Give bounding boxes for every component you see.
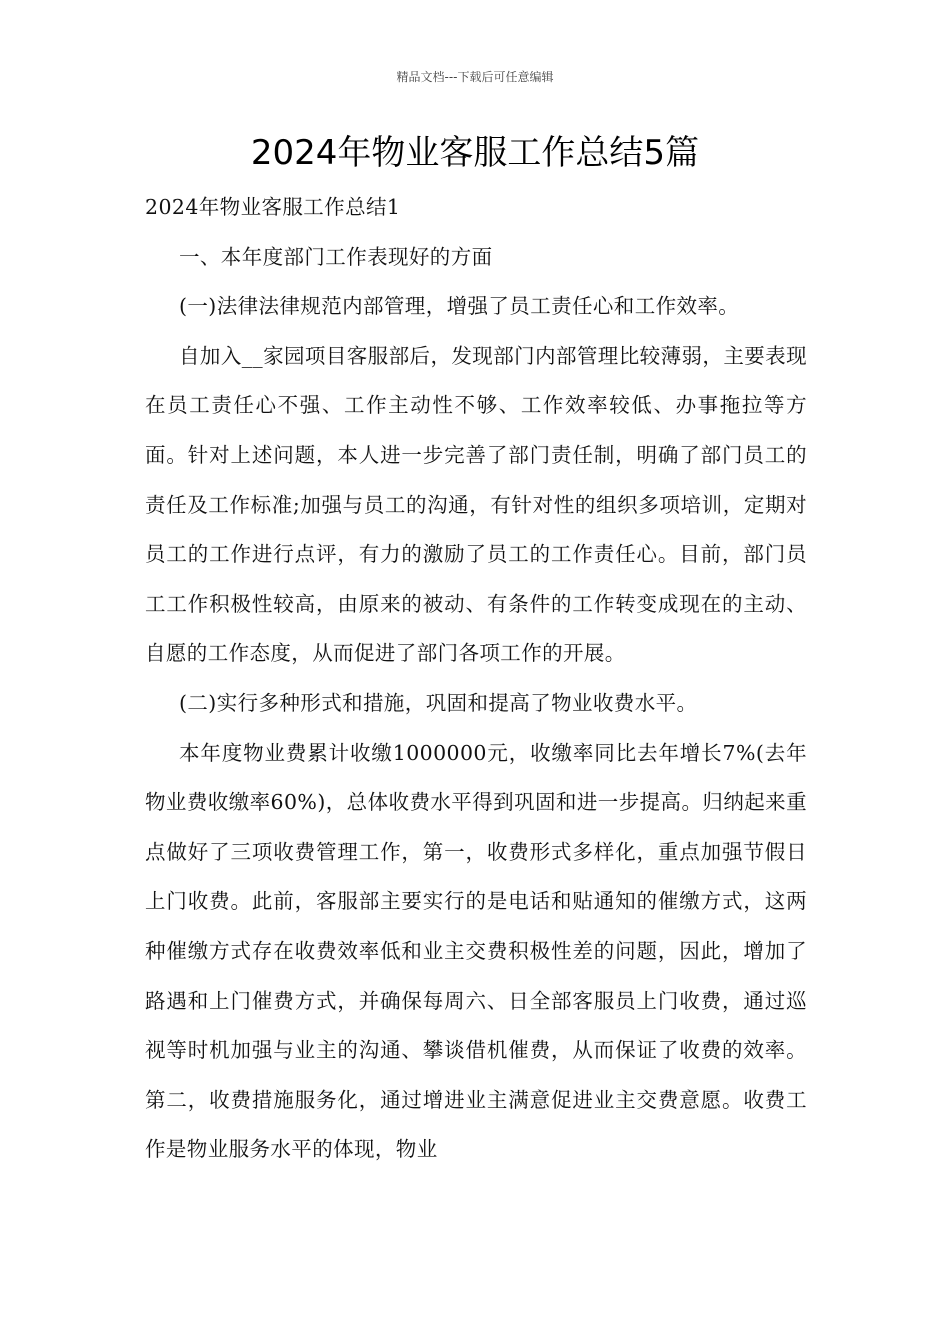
document-subtitle: 2024年物业客服工作总结1 <box>145 195 401 219</box>
document-title: 2024年物业客服工作总结5篇 <box>250 133 700 173</box>
section-heading: 一、本年度部门工作表现好的方面 <box>179 244 493 269</box>
paragraph-2: 本年度物业费累计收缴1000000元，收缴率同比去年增长7%(去年物业费收缴率60%)，总体收费水平得到巩固和进一步提高。归纳起来重点做好了三项收费管理工作，第一，收费形式多样化，重点加强节假日上门收费。此前，客服部主要实行的是电话和贴通知的催缴方式，这两种催缴方式存在收费效率低和业主交费积极性差的问题，因此，增加了路遇和上门催费方式，并确保每周六、日全部客服员上门收费，通过巡视等时机加强与业主的沟通、攀谈借机催费，从而保证了收费的效率。第二，收费措施服务化，通过增进业主满意促进业主交费意愿。收费工作是物业服务水平的体现，物业 <box>145 740 807 1162</box>
document-body <box>145 183 807 1175</box>
paragraph-1: 自加入__家园项目客服部后，发现部门内部管理比较薄弱，主要表现在员工责任心不强、工作主动性不够、工作效率较低、办事拖拉等方面。针对上述问题，本人进一步完善了部门责任制，明确了部门员工的责任及工作标准;加强与员工的沟通，有针对性的组织多项培训，定期对员工的工作进行点评，有力的激励了员工的工作责任心。目前，部门员工工作积极性较高，由原来的被动、有条件的工作转变成现在的主动、自愿的工作态度，从而促进了部门各项工作的开展。 <box>145 343 807 666</box>
subheading-2: (二)实行多种形式和措施，巩固和提高了物业收费水平。 <box>179 690 698 715</box>
subheading-1: (一)法律法律规范内部管理，增强了员工责任心和工作效率。 <box>179 294 740 319</box>
page-header: 精品文档---下载后可任意编辑 <box>396 70 554 84</box>
